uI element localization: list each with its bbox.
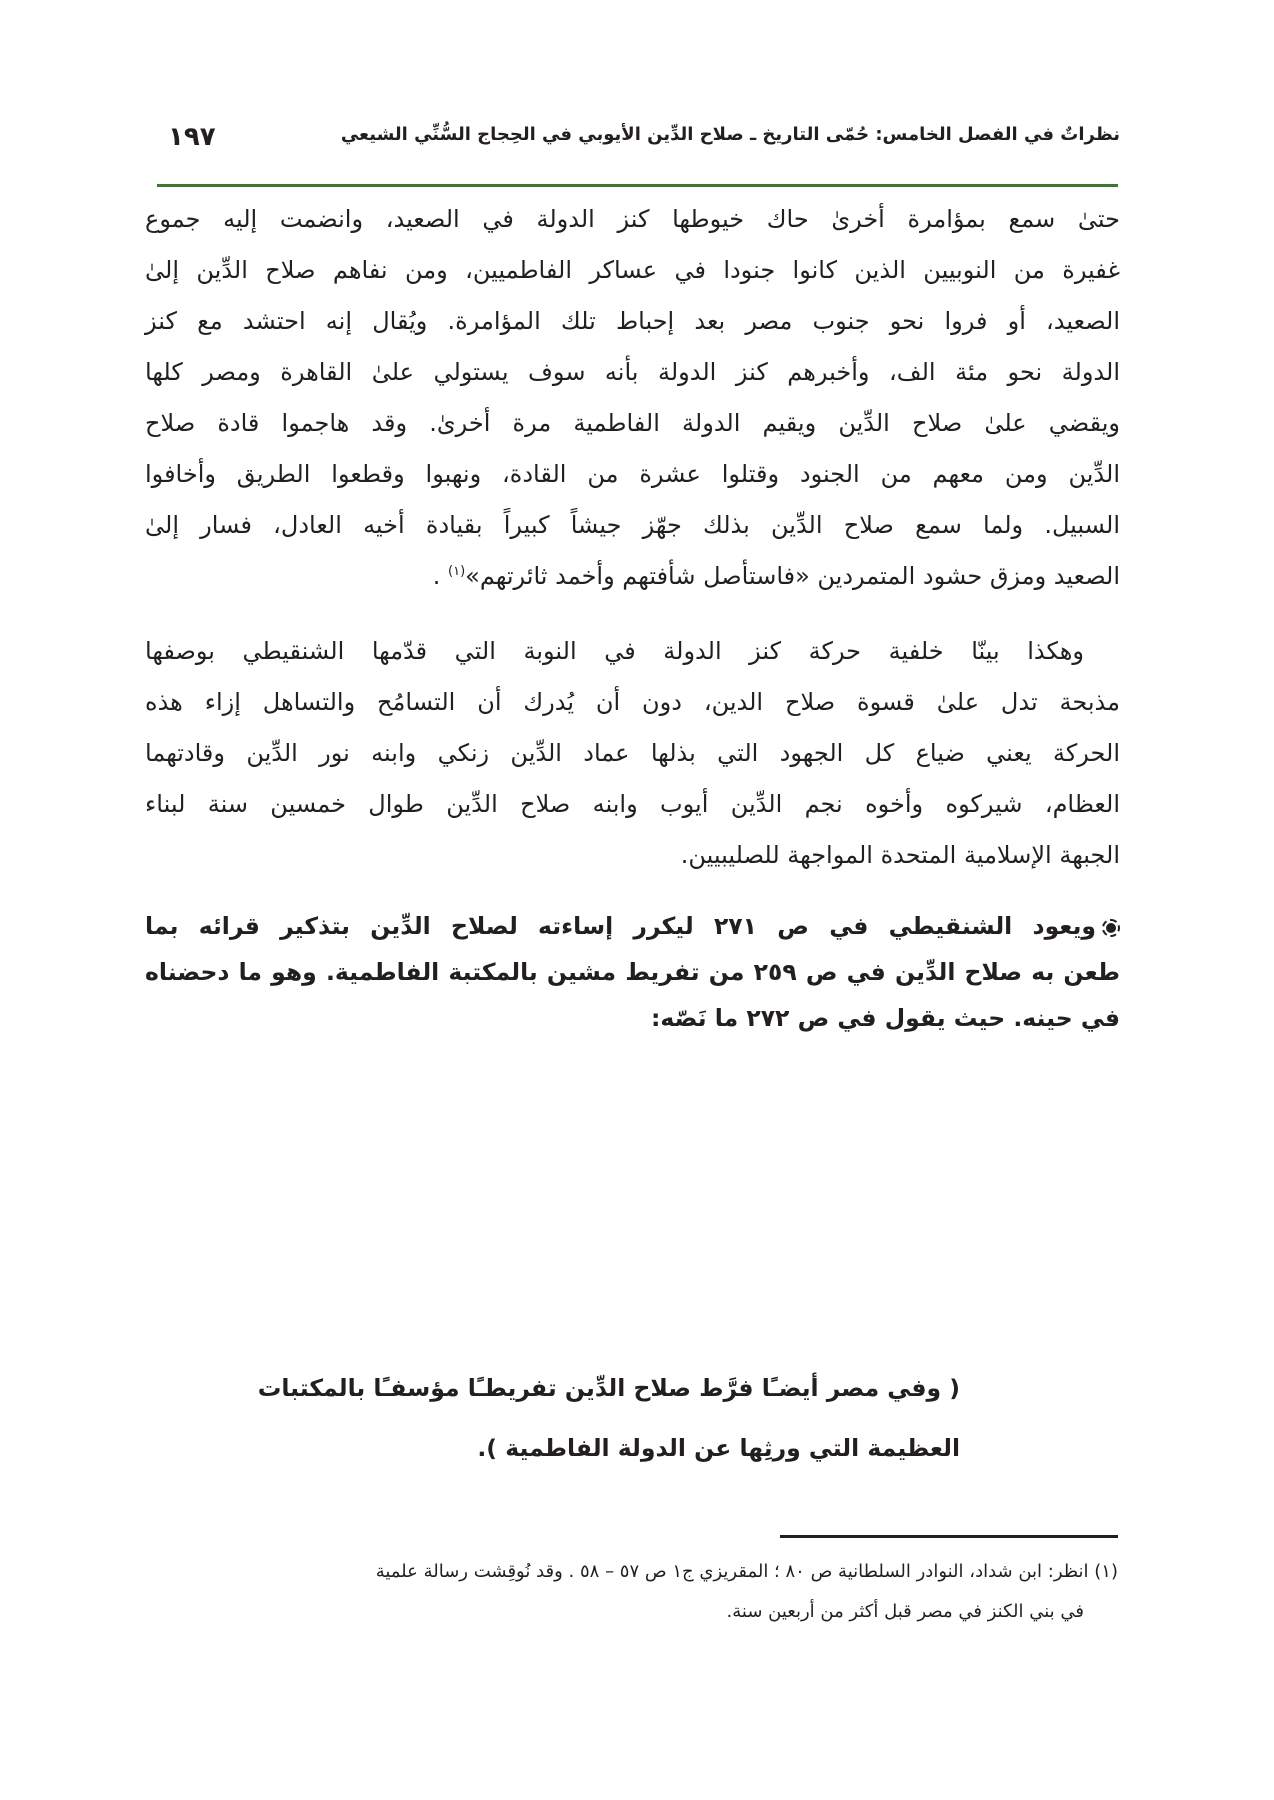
footnote-divider xyxy=(780,1535,1118,1538)
text-line xyxy=(145,903,1120,949)
text-line: في حينه. حيث يقول في ص ٢٧٢ ما نَصّه: xyxy=(650,1004,1120,1032)
text-line-last xyxy=(145,551,1120,602)
footnote-line: (١) انظر: ابن شداد، النوادر السلطانية ص ٨٠ ؛ المقريزي ج١ ص ٥٧ – ٥٨ . وقد نُوقِشت رسالة علمية xyxy=(375,1561,1118,1582)
paragraph-1 xyxy=(145,194,1120,602)
header-divider xyxy=(157,184,1118,187)
footnote-1 xyxy=(150,1552,1118,1632)
paragraph-3-bold xyxy=(145,903,1120,1041)
header-title: نظراتٌ في الفصل الخامس: حُمّى التاريخ ـ صلاح الدِّين الأيوبي في الحِجاج السُّنِّي الشيعي xyxy=(340,124,1120,145)
page-number: ١٩٧ xyxy=(168,122,216,152)
text-line: السبيل. ولما سمع صلاح الدِّين بذلك جهّز جيشاً كبيراً بقيادة أخيه العادل، فسار إلىٰ xyxy=(145,511,1120,539)
body-text xyxy=(145,190,1120,1041)
footnote-reference[interactable]: (١) xyxy=(448,564,466,579)
text-line: حتىٰ سمع بمؤامرة أخرىٰ حاك خيوطها كنز الدولة في الصعيد، وانضمت إليه جموع xyxy=(145,205,1120,233)
block-quote xyxy=(257,1358,960,1478)
text-line: وهكذا بينّا خلفية حركة كنز الدولة في النوبة التي قدّمها الشنقيطي بوصفها xyxy=(145,637,1084,665)
text-line: الحركة يعني ضياع كل الجهود التي بذلها عماد الدِّين زنكي وابنه نور الدِّين وقادتهما xyxy=(145,739,1120,767)
quote-line: ( وفي مصر أيضـًا فرَّط صلاح الدِّين تفريطـًا مؤسفـًا بالمكتبات xyxy=(257,1374,960,1402)
quote-line: العظيمة التي ورثِها عن الدولة الفاطمية ). xyxy=(477,1434,960,1462)
text-line: غفيرة من النوبيين الذين كانوا جنودا في عساكر الفاطميين، ومن نفاهم صلاح الدِّين إلىٰ xyxy=(145,256,1120,284)
text-line: الجبهة الإسلامية المتحدة المواجهة للصليبيين. xyxy=(680,841,1120,869)
text-line: الدولة نحو مئة الف، وأخبرهم كنز الدولة بأنه سوف يستولي علىٰ القاهرة ومصر كلها xyxy=(145,358,1120,386)
bullet-icon xyxy=(1102,919,1120,937)
paragraph-2 xyxy=(145,626,1120,881)
text-line: مذبحة تدل علىٰ قسوة صلاح الدين، دون أن يُدرك أن التسامُح والتساهل إزاء هذه xyxy=(145,688,1120,716)
footnotes xyxy=(150,1552,1118,1632)
text-line-content: ويعود الشنقيطي في ص ٢٧١ ليكرر إساءته لصلاح الدِّين بتذكير قرائه بما xyxy=(145,912,1096,940)
quoted-source-text: الصعيد ومزق حشود المتمردين «فاستأصل شأفتهم وأخمد ثائرتهم» xyxy=(465,562,1120,590)
text-line: طعن به صلاح الدِّين في ص ٢٥٩ من تفريط مشين بالمكتبة الفاطمية. وهو ما دحضناه xyxy=(145,958,1120,986)
sentence-end: . xyxy=(432,562,449,590)
text-line: الدِّين ومن معهم من الجنود وقتلوا عشرة من القادة، ونهبوا وقطعوا الطريق وأخافوا xyxy=(145,460,1120,488)
footnote-line: في بني الكنز في مصر قبل أكثر من أربعين سنة. xyxy=(726,1601,1084,1622)
text-line: ويقضي علىٰ صلاح الدِّين ويقيم الدولة الفاطمية مرة أخرىٰ. وقد هاجموا قادة صلاح xyxy=(145,409,1120,437)
text-line: العظام، شيركوه وأخوه نجم الدِّين أيوب وابنه صلاح الدِّين طوال خمسين سنة لبناء xyxy=(145,790,1120,818)
running-header xyxy=(150,118,1120,166)
text-line: الصعيد، أو فروا نحو جنوب مصر بعد إحباط تلك المؤامرة. ويُقال إنه احتشد مع كنز xyxy=(145,307,1120,335)
